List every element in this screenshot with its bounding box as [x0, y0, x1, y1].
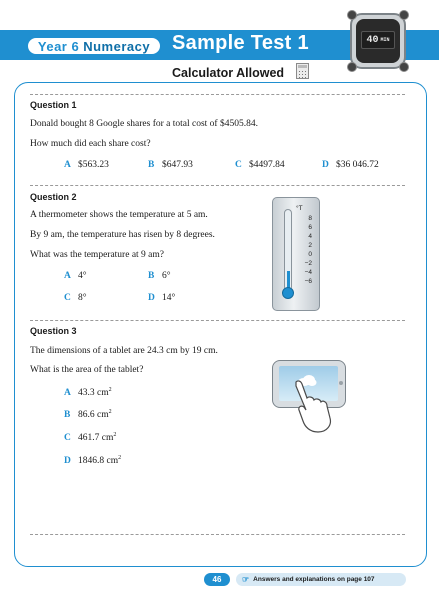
timer-knob: [399, 10, 409, 20]
question-2-text: By 9 am, the temperature has risen by 8 degrees.: [30, 230, 215, 240]
divider: [30, 94, 405, 95]
calculator-icon: [296, 63, 309, 79]
option-letter: C: [235, 160, 242, 170]
question-3-text: The dimensions of a tablet are 24.3 cm by 19 cm.: [30, 346, 218, 356]
answers-note-text: Answers and explanations on page 107: [253, 576, 375, 583]
timer-knob: [399, 62, 409, 72]
option-exponent: 2: [118, 455, 122, 461]
question-3-option-d[interactable]: [64, 455, 121, 466]
option-text: 43.3 cm: [78, 388, 109, 399]
question-2-text: A thermometer shows the temperature at 5 am.: [30, 210, 208, 220]
thermometer-tick: 8: [308, 215, 312, 222]
option-text: 86.6 cm: [78, 410, 109, 421]
timer-knob: [347, 62, 357, 72]
timer-knob: [347, 10, 357, 20]
question-2-option-b[interactable]: [148, 271, 171, 281]
timer-unit: MIN: [380, 37, 390, 43]
divider: [30, 185, 405, 186]
option-text: $36 046.72: [336, 160, 379, 170]
option-text: 461.7 cm: [78, 433, 114, 444]
thermometer-unit: °T: [296, 205, 303, 212]
option-letter: C: [64, 433, 71, 444]
question-1-option-a[interactable]: [64, 160, 109, 170]
question-frame: [14, 82, 427, 567]
question-3-option-b[interactable]: [64, 409, 112, 420]
question-1-option-c[interactable]: [235, 160, 285, 170]
option-letter: A: [64, 271, 71, 281]
question-2-option-a[interactable]: [64, 271, 87, 281]
thermometer-tick: −6: [304, 278, 312, 285]
question-1-heading: Question 1: [30, 100, 77, 110]
timer-icon: [350, 13, 406, 69]
option-exponent: 2: [108, 387, 112, 393]
thermometer-tick: 2: [308, 242, 312, 249]
question-2-option-c[interactable]: [64, 293, 87, 303]
divider: [30, 320, 405, 321]
thermometer-tick: 4: [308, 233, 312, 240]
option-letter: D: [322, 160, 329, 170]
year-label: Year 6: [37, 38, 80, 54]
calculator-note: Calculator Allowed: [172, 66, 285, 80]
thermometer-tick: −2: [304, 260, 312, 267]
option-text: 6°: [162, 271, 171, 281]
option-letter: B: [64, 410, 71, 421]
question-1-prompt: How much did each share cost?: [30, 139, 151, 149]
thermometer-image: [272, 197, 320, 311]
page-number: 46: [204, 573, 230, 586]
option-exponent: 2: [108, 409, 112, 415]
thermometer-body: [272, 197, 320, 311]
question-2-prompt: What was the temperature at 9 am?: [30, 250, 164, 260]
option-letter: B: [148, 160, 155, 170]
question-3-option-a[interactable]: [64, 387, 112, 398]
question-3-prompt: What is the area of the tablet?: [30, 365, 144, 375]
thermometer-bulb: [282, 287, 294, 299]
test-title: Sample Test 1: [172, 32, 309, 54]
option-text: 1846.8 cm: [78, 456, 119, 467]
year-subject-pill: [26, 36, 162, 56]
option-letter: B: [148, 271, 155, 281]
question-1-text: Donald bought 8 Google shares for a total cost of $4505.84.: [30, 119, 258, 129]
thermometer-tick: 0: [308, 251, 312, 258]
thermometer-tick: −4: [304, 269, 312, 276]
option-text: $647.93: [162, 160, 193, 170]
option-letter: D: [64, 456, 71, 467]
thermometer-tick: 6: [308, 224, 312, 231]
option-text: $4497.84: [249, 160, 285, 170]
option-letter: D: [148, 293, 155, 303]
option-letter: A: [64, 388, 71, 399]
subject-label: Numeracy: [83, 38, 151, 54]
question-3-heading: Question 3: [30, 326, 77, 336]
question-3-option-c[interactable]: [64, 432, 116, 443]
option-text: $563.23: [78, 160, 109, 170]
divider: [30, 534, 405, 535]
question-1-option-d[interactable]: [322, 160, 379, 170]
option-letter: C: [64, 293, 71, 303]
question-2-heading: Question 2: [30, 192, 77, 202]
question-2-option-d[interactable]: [148, 293, 175, 303]
option-exponent: 2: [113, 432, 117, 438]
question-1-option-b[interactable]: [148, 160, 193, 170]
pointing-hand-icon: [290, 378, 340, 434]
answers-note: [236, 573, 406, 586]
option-letter: A: [64, 160, 71, 170]
pointing-hand-icon: ☞: [242, 575, 250, 584]
option-text: 4°: [78, 271, 87, 281]
option-text: 14°: [162, 293, 176, 303]
option-text: 8°: [78, 293, 87, 303]
timer-value: 40: [366, 34, 379, 46]
timer-display: [361, 31, 395, 49]
